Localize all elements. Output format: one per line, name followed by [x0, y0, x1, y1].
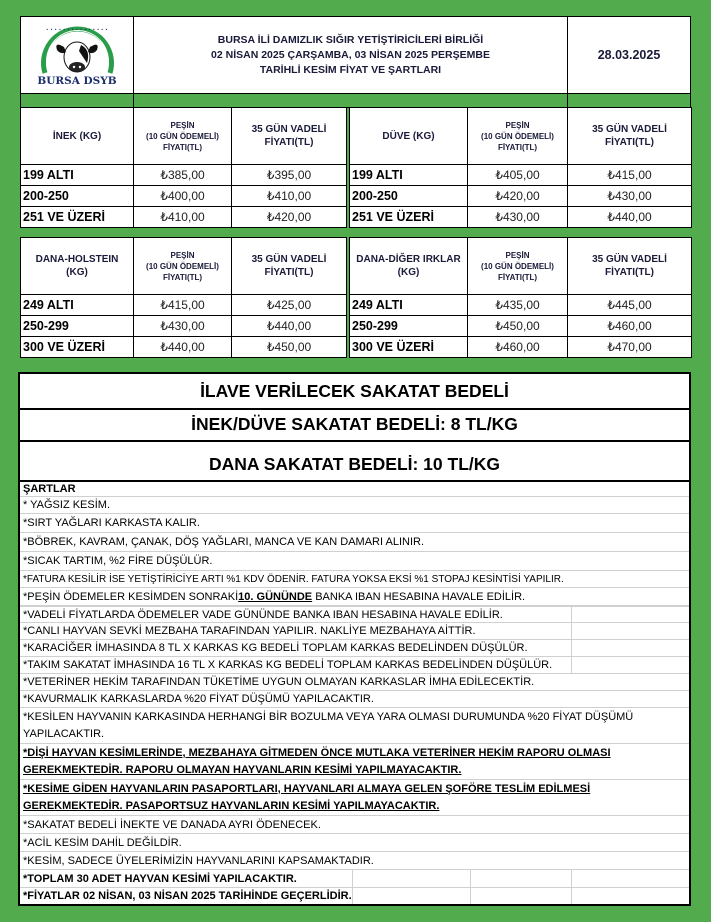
table-row [350, 337, 692, 358]
grid-line [571, 606, 572, 674]
category-header: DÜVE (KG) [350, 108, 468, 165]
condition-item: * YAĞSIZ KESİM. [20, 497, 689, 514]
emphasis-day: 10. GÜNÜNDE [238, 590, 313, 603]
cash-price-header: PEŞİN (10 GÜN ÖDEMELİ) FİYATI(TL) [134, 238, 232, 295]
bursa-dsyb-logo [21, 17, 134, 93]
weight-range: 200-250 [350, 186, 468, 207]
weight-range: 251 VE ÜZERİ [21, 207, 134, 228]
condition-item: *BÖBREK, KAVRAM, ÇANAK, DÖŞ YAĞLARI, MANCA VE KAN DAMARI ALINIR. [20, 533, 689, 552]
term-price: ₺415,00 [568, 165, 692, 186]
cash-price: ₺450,00 [468, 316, 568, 337]
conditions-title: ŞARTLAR [20, 482, 689, 497]
term-price: ₺430,00 [568, 186, 692, 207]
condition-item: *ACİL KESİM DAHİL DEĞİLDİR. [20, 834, 689, 852]
grid-line [571, 870, 572, 904]
category-header: DANA-HOLSTEIN (KG) [21, 238, 134, 295]
term-price: ₺450,00 [232, 337, 347, 358]
svg-text:• • • • • • • • • • • • • • •: • • • • • • • • • • • • • • • [46, 27, 108, 32]
condition-item: *TAKIM SAKATAT İMHASINDA 16 TL X KARKAS KG BEDELİ TOPLAM KARKAS BEDELİNDEN DÜŞÜLÜR. [20, 657, 689, 674]
condition-item: *SIRT YAĞLARI KARKASTA KALIR. [20, 514, 689, 533]
table-row [21, 186, 347, 207]
cash-price-header: PEŞİN (10 GÜN ÖDEMELİ) FİYATI(TL) [468, 238, 568, 295]
condition-item-important: *DİŞİ HAYVAN KESİMLERİNDE, MEZBAHAYA GİTMEDEN ÖNCE MUTLAKA VETERİNER HEKİM RAPORU OLMASI GEREKMEKTEDİR. RAPORU OLMAYAN HAYVANLARIN KESİMİ YAPILMAYACAKTIR. [20, 744, 689, 780]
price-table-dana-holstein [20, 237, 347, 358]
term-price: ₺460,00 [568, 316, 692, 337]
weight-range: 300 VE ÜZERİ [350, 337, 468, 358]
condition-item: *KARACİĞER İMHASINDA 8 TL X KARKAS KG BEDELİ TOPLAM KARKAS BEDELİNDEN DÜŞÜLÜR. [20, 640, 689, 657]
title-line-subject: TARİHLİ KESİM FİYAT VE ŞARTLARI [259, 63, 442, 76]
cash-price: ₺415,00 [134, 295, 232, 316]
table-row [350, 295, 692, 316]
cash-price: ₺430,00 [468, 207, 568, 228]
term-price: ₺470,00 [568, 337, 692, 358]
condition-item: *PEŞİN ÖDEMELER KESİMDEN SONRAKİ 10. GÜNÜNDE BANKA IBAN HESABINA HAVALE EDİLİR. [20, 588, 689, 606]
conditions-section [18, 372, 691, 906]
term-price: ₺445,00 [568, 295, 692, 316]
cash-price: ₺420,00 [468, 186, 568, 207]
term-price: ₺410,00 [232, 186, 347, 207]
weight-range: 249 ALTI [350, 295, 468, 316]
header-band [20, 93, 691, 108]
offal-cow-heifer: İNEK/DÜVE SAKATAT BEDELİ: 8 TL/KG [20, 408, 689, 442]
term-price: ₺440,00 [232, 316, 347, 337]
weight-range: 251 VE ÜZERİ [350, 207, 468, 228]
category-header: DANA-DİĞER IRKLAR (KG) [350, 238, 468, 295]
condition-item: *SICAK TARTIM, %2 FİRE DÜŞÜLÜR. [20, 552, 689, 571]
condition-item: *FİYATLAR 02 NİSAN, 03 NİSAN 2025 TARİHİNDE GEÇERLİDİR. [23, 890, 352, 902]
cash-price: ₺460,00 [468, 337, 568, 358]
logo-cell [21, 17, 134, 93]
title-line-org: BURSA İLİ DAMIZLIK SIĞIR YETİŞTİRİCİLERİ BİRLİĞİ [217, 33, 484, 46]
band-divider [133, 93, 134, 107]
price-table-inek [20, 107, 347, 228]
condition-item: *CANLI HAYVAN SEVKİ MEZBAHA TARAFINDAN YAPILIR. NAKLİYE MEZBAHAYA AİTTİR. [20, 623, 689, 640]
weight-range: 200-250 [21, 186, 134, 207]
offal-calf: DANA SAKATAT BEDELİ: 10 TL/KG [20, 440, 689, 482]
term-price-header: 35 GÜN VADELİ FİYATI(TL) [568, 108, 692, 165]
cash-price-header: PEŞİN (10 GÜN ÖDEMELİ) FİYATI(TL) [134, 108, 232, 165]
logo-wordmark: BURSA DSYB [37, 75, 117, 87]
condition-item: *VADELİ FİYATLARDA ÖDEMELER VADE GÜNÜNDE BANKA IBAN HESABINA HAVALE EDİLİR. [20, 606, 689, 623]
weight-range: 199 ALTI [21, 165, 134, 186]
price-table-duve [349, 107, 692, 228]
condition-item: *KAVURMALIK KARKASLARDA %20 FİYAT DÜŞÜMÜ YAPILACAKTIR. [20, 691, 689, 708]
category-header: İNEK (KG) [21, 108, 134, 165]
weight-range: 250-299 [21, 316, 134, 337]
table-row [21, 207, 347, 228]
table-row [21, 165, 347, 186]
cash-price-header: PEŞİN (10 GÜN ÖDEMELİ) FİYATI(TL) [468, 108, 568, 165]
condition-item-important: *KESİME GİDEN HAYVANLARIN PASAPORTLARI, HAYVANLARI ALMAYA GELEN ŞOFÖRE TESLİM EDİLMESİ GEREKMEKTEDİR. PASAPORTSUZ HAYVANLARIN KESİMİ YAPILMAYACAKTIR. [20, 780, 689, 816]
grid-line [470, 870, 471, 904]
term-price-header: 35 GÜN VADELİ FİYATI(TL) [232, 108, 347, 165]
weight-range: 250-299 [350, 316, 468, 337]
table-row [350, 207, 692, 228]
offal-title: İLAVE VERİLECEK SAKATAT BEDELİ [20, 374, 689, 410]
weight-range: 199 ALTI [350, 165, 468, 186]
price-table-dana-diger [349, 237, 692, 358]
cash-price: ₺440,00 [134, 337, 232, 358]
cash-price: ₺435,00 [468, 295, 568, 316]
weight-range: 249 ALTI [21, 295, 134, 316]
cash-price: ₺410,00 [134, 207, 232, 228]
document-date: 28.03.2025 [597, 48, 661, 62]
condition-item: *KESİLEN HAYVANIN KARKASINDA HERHANGİ BİR BOZULMA VEYA YARA OLMASI DURUMUNDA %20 FİYAT DÜŞÜMÜ YAPILACAKTIR. [20, 708, 689, 744]
term-price-header: 35 GÜN VADELİ FİYATI(TL) [232, 238, 347, 295]
cash-price: ₺405,00 [468, 165, 568, 186]
term-price: ₺440,00 [568, 207, 692, 228]
term-price: ₺395,00 [232, 165, 347, 186]
term-price: ₺425,00 [232, 295, 347, 316]
table-row [21, 295, 347, 316]
grid-line [352, 870, 353, 904]
cash-price: ₺430,00 [134, 316, 232, 337]
term-price-header: 35 GÜN VADELİ FİYATI(TL) [568, 238, 692, 295]
table-row [350, 186, 692, 207]
condition-item: *SAKATAT BEDELİ İNEKTE VE DANADA AYRI ÖDENECEK. [20, 816, 689, 834]
table-row [21, 337, 347, 358]
condition-item: *FATURA KESİLİR İSE YETİŞTİRİCİYE ARTI %1 KDV ÖDENİR. FATURA YOKSA EKSİ %1 STOPAJ KESİNTİSİ YAPILIR. [20, 571, 689, 588]
band-divider [567, 93, 568, 107]
term-price: ₺420,00 [232, 207, 347, 228]
condition-item: *TOPLAM 30 ADET HAYVAN KESİMİ YAPILACAKTIR. [20, 870, 689, 888]
condition-item: *KESİM, SADECE ÜYELERİMİZİN HAYVANLARINI KAPSAMAKTADIR. [20, 852, 689, 870]
condition-item: *VETERİNER HEKİM TARAFINDAN TÜKETİME UYGUN OLMAYAN KARKASLAR İMHA EDİLECEKTİR. [20, 674, 689, 691]
cash-price: ₺400,00 [134, 186, 232, 207]
weight-range: 300 VE ÜZERİ [21, 337, 134, 358]
table-row [350, 165, 692, 186]
table-row [21, 316, 347, 337]
document-header [20, 16, 691, 94]
document-title [134, 17, 568, 93]
table-row [350, 316, 692, 337]
cash-price: ₺385,00 [134, 165, 232, 186]
title-line-dates: 02 NİSAN 2025 ÇARŞAMBA, 03 NİSAN 2025 PERŞEMBE [211, 48, 490, 61]
